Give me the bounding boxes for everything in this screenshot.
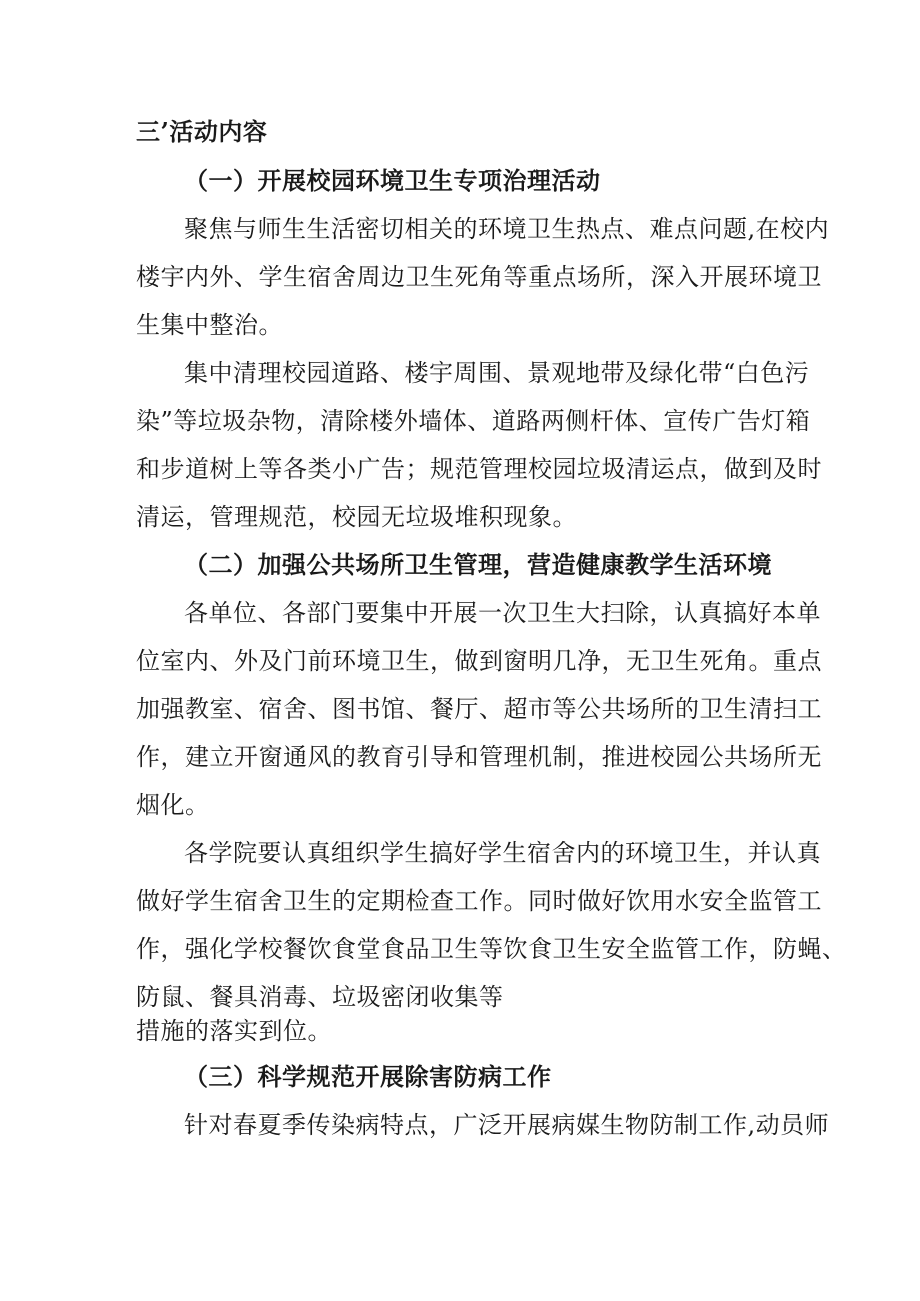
section-title: 三’活动内容 (136, 117, 268, 146)
paragraph-line: 位室内、外及门前环境卫生，做到窗明几净，无卫生死角。重点 (136, 647, 822, 675)
paragraph-line: 聚焦与师生生活密切相关的环境卫生热点、难点问题,在校内 (184, 215, 830, 243)
paragraph-line: 各单位、各部门要集中开展一次卫生大扫除，认真搞好本单 (184, 599, 821, 627)
paragraph-line: 楼宇内外、学生宿舍周边卫生死角等重点场所，深入开展环境卫 (136, 263, 822, 291)
subheading-2: （二）加强公共场所卫生管理，营造健康教学生活环境 (184, 550, 772, 579)
paragraph-line: 加强教室、宿舍、图书馆、餐厅、超市等公共场所的卫生清扫工 (136, 695, 822, 723)
paragraph-line: 措施的落实到位。 (136, 1017, 332, 1045)
paragraph-line: 针对春夏季传染病特点，广泛开展病媒生物防制工作,动员师 (184, 1111, 830, 1139)
paragraph-line: 集中清理校园道路、楼宇周围、景观地带及绿化带“白色污 (184, 359, 810, 387)
paragraph-line: 做好学生宿舍卫生的定期检查工作。同时做好饮用水安全监管工 (136, 887, 822, 915)
paragraph-line: 作，建立开窗通风的教育引导和管理机制，推进校园公共场所无 (136, 743, 822, 771)
paragraph-line: 各学院要认真组织学生搞好学生宿舍内的环境卫生，并认真 (184, 839, 821, 867)
paragraph-line: 生集中整治。 (136, 311, 283, 339)
paragraph-line: 清运，管理规范，校园无垃圾堆积现象。 (136, 503, 577, 531)
subheading-3: （三）科学规范开展除害防病工作 (184, 1062, 552, 1091)
paragraph-line: 烟化。 (136, 791, 210, 819)
paragraph-line: 染”等垃圾杂物，清除楼外墙体、道路两侧杆体、宣传广告灯箱 (136, 407, 811, 435)
paragraph-line: 防鼠、餐具消毒、垃圾密闭收集等 (136, 983, 504, 1011)
paragraph-line: 和步道树上等各类小广告；规范管理校园垃圾清运点，做到及时 (136, 455, 822, 483)
paragraph-line: 作，强化学校餐饮食堂食品卫生等饮食卫生安全监管工作，防蝇、 (136, 935, 847, 963)
subheading-1: （一）开展校园环境卫生专项治理活动 (184, 166, 601, 195)
